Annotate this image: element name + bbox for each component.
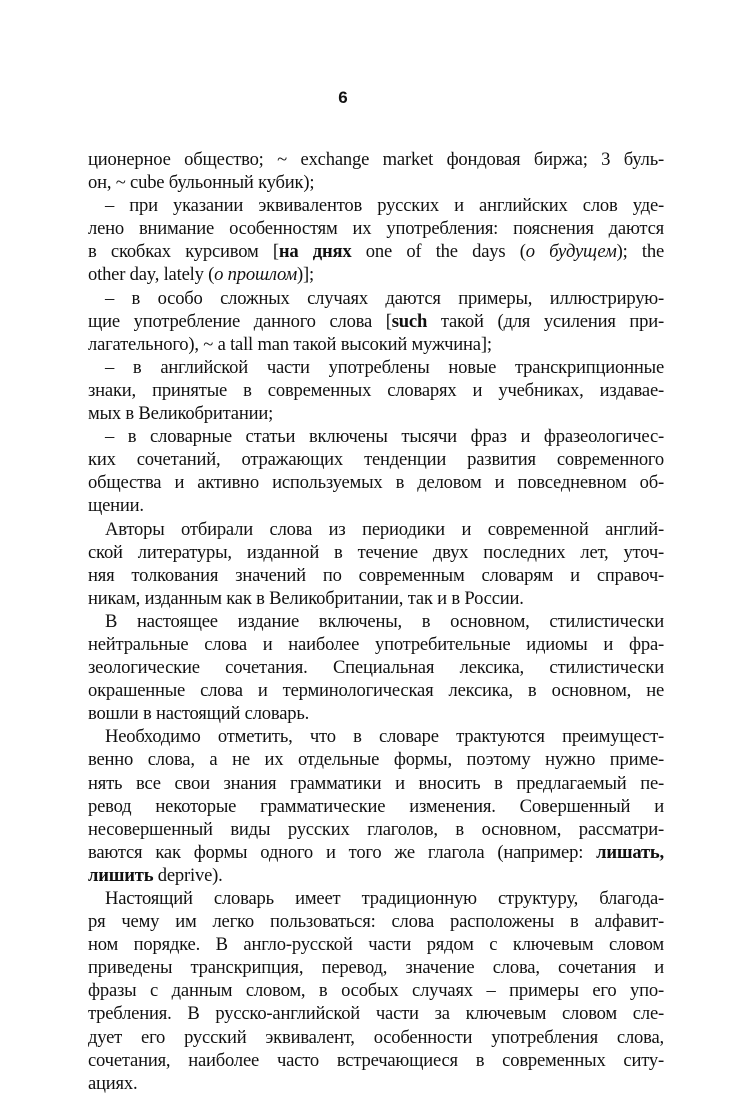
text-segment: ациях. xyxy=(88,1072,138,1094)
text-segment: – в особо сложных случаях даются примеры, иллюстрирую- xyxy=(105,287,664,309)
text-segment: щении. xyxy=(88,495,144,517)
text-line xyxy=(88,310,664,333)
text-line xyxy=(88,263,664,286)
text-line xyxy=(88,1002,664,1025)
text-segment: ном порядке. В англо-русской части рядом с ключевым словом xyxy=(88,934,664,956)
text-segment: никам, изданным как в Великобритании, так и в России. xyxy=(88,587,524,609)
text-line xyxy=(88,494,664,517)
text-segment: – в словарные статьи включены тысячи фраз и фразеологичес- xyxy=(105,426,664,448)
text-segment: other day, lately ( xyxy=(88,264,215,286)
text-segment: ревод некоторые грамматические изменения. Совершенный и xyxy=(88,795,664,817)
text-line xyxy=(88,679,664,702)
text-line xyxy=(88,956,664,979)
text-line xyxy=(88,333,664,356)
text-segment: ); the xyxy=(616,241,665,263)
text-segment: ционерное общество; ~ exchange market фондовая биржа; 3 буль- xyxy=(88,149,664,170)
text-segment: лагательного), ~ a tall man такой высокий мужчина]; xyxy=(88,333,492,355)
text-segment: окрашенные слова и терминологическая лексика, в основном, не xyxy=(88,680,664,702)
text-segment: знаки, принятые в современных словарях и учебниках, издавае- xyxy=(88,379,664,401)
text-line xyxy=(88,887,664,910)
text-line xyxy=(88,795,664,818)
bold-term: such xyxy=(391,310,428,332)
text-line xyxy=(88,933,664,956)
text-line xyxy=(88,910,664,933)
text-segment: Необходимо отметить, что в словаре трактуются преимущест- xyxy=(105,726,664,748)
bold-term: лишать, xyxy=(596,841,664,863)
text-segment: Авторы отбирали слова из периодики и современной англий- xyxy=(105,518,664,540)
text-line xyxy=(88,610,664,633)
text-line xyxy=(88,841,664,864)
text-line xyxy=(88,356,664,379)
text-segment: несовершенный виды русских глаголов, в основном, рассматри- xyxy=(88,818,664,840)
text-line xyxy=(88,1072,664,1095)
text-segment: Настоящий словарь имеет традиционную структуру, благода- xyxy=(105,888,664,909)
text-segment: общества и активно используемых в деловом и повседневном об- xyxy=(88,472,664,494)
text-segment: – при указании эквивалентов русских и английских слов уде- xyxy=(105,195,664,217)
text-line xyxy=(88,702,664,725)
text-line xyxy=(88,772,664,795)
text-segment: в скобках курсивом [ xyxy=(88,241,279,263)
text-segment: ких сочетаний, отражающих тенденции развития современного xyxy=(88,449,664,471)
text-line xyxy=(88,287,664,310)
text-line xyxy=(88,633,664,656)
text-segment: фразы с данным словом, в особых случаях – примеры его упо- xyxy=(88,980,664,1002)
text-segment: – в английской части употреблены новые транскрипционные xyxy=(105,356,664,378)
text-segment: щие употребление данного слова [ xyxy=(88,310,392,332)
text-segment: зеологические сочетания. Специальная лексика, стилистически xyxy=(88,657,664,679)
text-segment: он, ~ cube бульонный кубик); xyxy=(88,172,315,194)
text-segment: ской литературы, изданной в течение двух последних лет, уточ- xyxy=(88,541,664,563)
text-segment: В настоящее издание включены, в основном, стилистически xyxy=(105,610,664,632)
text-line xyxy=(88,217,664,240)
text-segment: лено внимание особенностям их употребления: пояснения даются xyxy=(88,218,664,240)
text-line xyxy=(88,587,664,610)
text-segment: венно слова, а не их отдельные формы, поэтому нужно приме- xyxy=(88,749,664,771)
text-segment: дует его русский эквивалент, особенности употребления слова, xyxy=(88,1026,664,1048)
text-line xyxy=(88,748,664,771)
text-segment: нять все свои знания грамматики и вносить в предлагаемый пе- xyxy=(88,772,664,794)
text-segment: one of the days ( xyxy=(351,241,526,263)
text-segment: приведены транскрипция, перевод, значение слова, сочетания и xyxy=(88,957,664,979)
bold-term: на днях xyxy=(278,241,352,263)
text-segment: мых в Великобритании; xyxy=(88,403,274,425)
text-line xyxy=(88,979,664,1002)
text-line xyxy=(88,864,664,887)
text-line xyxy=(88,240,664,263)
italic-note: о будущем xyxy=(525,241,617,263)
text-segment: такой (для усиления при- xyxy=(427,310,664,332)
italic-note: о прошлом xyxy=(214,264,298,286)
text-line xyxy=(88,1026,664,1049)
text-line xyxy=(88,541,664,564)
text-line xyxy=(88,471,664,494)
text-segment: ря чему им легко пользоваться: слова расположены в алфавит- xyxy=(88,911,664,933)
page-number: 6 xyxy=(338,88,348,107)
text-line xyxy=(88,656,664,679)
text-segment: вошли в настоящий словарь. xyxy=(88,703,310,725)
text-segment: няя толкования значений по современным словарям и справоч- xyxy=(88,564,664,586)
text-segment: требления. В русско-английской части за ключевым словом сле- xyxy=(88,1003,664,1025)
text-line xyxy=(88,448,664,471)
text-line xyxy=(88,1049,664,1072)
body-text xyxy=(88,148,664,1095)
text-segment: сочетания, наиболее часто встречающиеся в современных ситу- xyxy=(88,1049,664,1071)
text-line xyxy=(88,402,664,425)
text-line xyxy=(88,194,664,217)
text-segment: нейтральные слова и наиболее употребительные идиомы и фра- xyxy=(88,633,664,655)
text-line xyxy=(88,148,664,171)
text-segment: deprive). xyxy=(153,864,223,886)
text-line xyxy=(88,171,664,194)
text-line xyxy=(88,425,664,448)
text-line xyxy=(88,725,664,748)
text-line xyxy=(88,379,664,402)
text-segment: )]; xyxy=(297,264,314,286)
text-segment: ваются как формы одного и того же глагола (например: xyxy=(88,841,597,863)
text-line xyxy=(88,818,664,841)
text-line xyxy=(88,564,664,587)
bold-term: лишить xyxy=(88,864,154,886)
text-line xyxy=(88,518,664,541)
